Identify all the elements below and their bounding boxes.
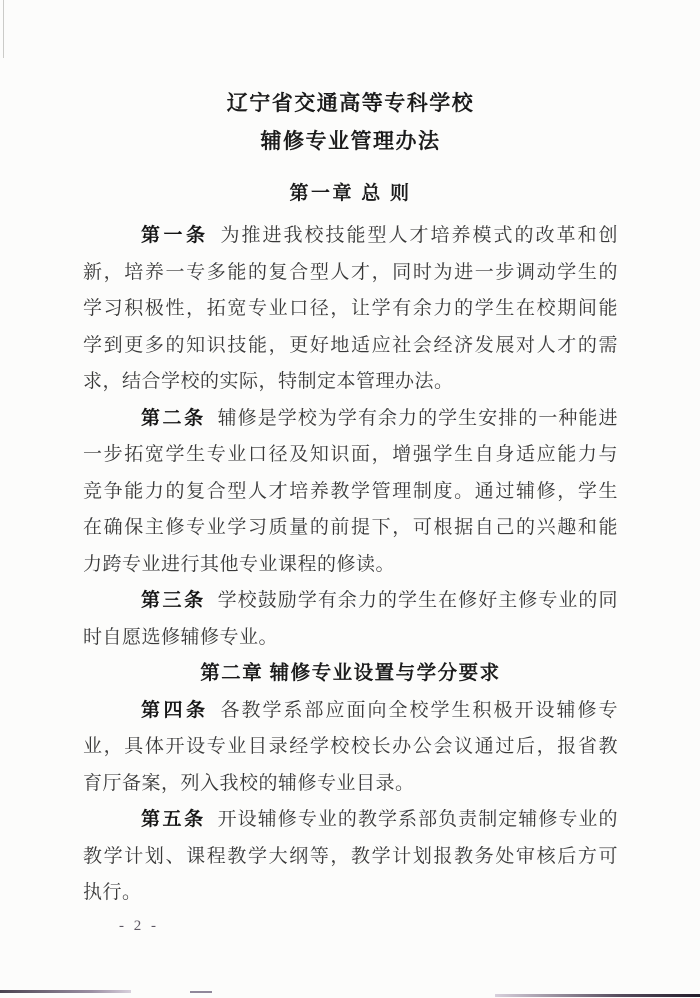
scan-artifact-bottom-strip-middle <box>190 991 212 993</box>
page-number: - 2 - <box>119 917 159 934</box>
article-2-line-4: 在确保主修专业学习质量的前提下，可根据自己的兴趣和能 <box>83 517 618 538</box>
articles-block <box>83 218 618 912</box>
scan-artifact-bottom-strip-right <box>495 994 700 997</box>
article-2-line-1 <box>83 401 618 438</box>
article-3-text: 学校鼓励学有余力的学生在修好主修专业的同 <box>217 590 618 611</box>
article-1-line-5: 求，结合学校的实际，特制定本管理办法。 <box>83 371 454 392</box>
article-1-line-2: 新，培养一专多能的复合型人才，同时为进一步调动学生的 <box>83 261 618 283</box>
article-4-line-3: 育厅备案，列入我校的辅修专业目录。 <box>83 772 415 794</box>
article-3-line-1 <box>83 583 618 620</box>
article-4-number: 第四条 <box>141 699 209 721</box>
article-2-line-5: 力跨专业进行其他专业课程的修读。 <box>83 553 396 575</box>
article-1-line-4: 学到更多的知识技能，更好地适应社会经济发展对人才的需 <box>83 334 618 356</box>
article-1-number: 第一条 <box>141 225 209 246</box>
chapter-2-heading: 第二章 辅修专业设置与学分要求 <box>200 663 501 684</box>
article-4-line-2: 业，具体开设专业目录经学校校长办公会议通过后，报省教 <box>83 736 618 757</box>
chapter-1-heading: 第一章 总 则 <box>289 183 412 204</box>
article-2-text: 辅修是学校为学有余力的学生安排的一种能进 <box>217 407 618 429</box>
article-4-text: 各教学系部应面向全校学生积极开设辅修专 <box>220 699 618 721</box>
article-1-line-1 <box>83 218 618 255</box>
article-3-line-2: 时自愿选修辅修专业。 <box>83 626 279 648</box>
article-4-line-1 <box>83 693 618 730</box>
article-2-number: 第二条 <box>141 407 206 429</box>
article-1-line-3: 学习积极性，拓宽专业口径，让学有余力的学生在校期间能 <box>83 298 618 319</box>
article-5-number: 第五条 <box>141 809 206 830</box>
article-5-line-2: 教学计划、课程教学大纲等，教学计划报教务处审核后方可 <box>83 845 618 867</box>
article-1-text: 为推进我校技能型人才培养模式的改革和创 <box>220 225 618 246</box>
article-5-text: 开设辅修专业的教学系部负责制定辅修专业的 <box>217 809 618 830</box>
scan-artifact-bottom-strip-left <box>0 990 131 993</box>
document-title-line-2: 辅修专业管理办法 <box>260 129 441 153</box>
article-5-line-3: 执行。 <box>83 882 142 903</box>
article-5-line-1 <box>83 802 618 839</box>
article-2-line-2: 一步拓宽学生专业口径及知识面，增强学生自身适应能力与 <box>83 444 618 465</box>
document-title-line-1: 辽宁省交通高等专科学校 <box>226 91 475 115</box>
scan-artifact-left-edge-line <box>3 0 4 58</box>
article-2-line-3: 竞争能力的复合型人才培养教学管理制度。通过辅修，学生 <box>83 480 618 502</box>
article-3-number: 第三条 <box>141 590 206 611</box>
